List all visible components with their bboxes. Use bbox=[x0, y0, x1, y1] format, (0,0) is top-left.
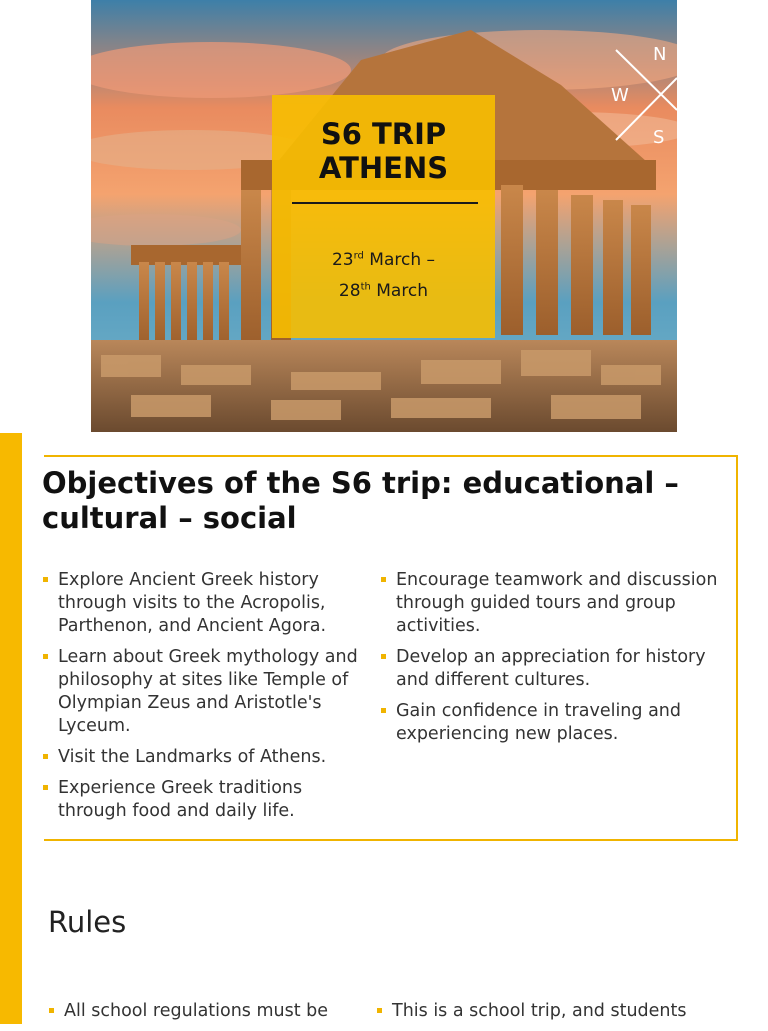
trip-dates bbox=[272, 245, 495, 307]
list-item-text: Learn about Greek mythology and philosophy at sites like Temple of Olympian Zeus and Aristotle's Lyceum. bbox=[58, 647, 358, 736]
list-item-text: This is a school trip, and students bbox=[392, 1001, 687, 1021]
accent-bar bbox=[0, 433, 22, 1024]
trip-title bbox=[272, 117, 495, 185]
bullet-icon bbox=[43, 785, 48, 790]
bullet-icon bbox=[381, 654, 386, 659]
date-start-suffix: rd bbox=[353, 250, 364, 262]
list-item bbox=[43, 746, 373, 769]
date-end-suffix: th bbox=[360, 281, 371, 293]
objectives-list-right bbox=[381, 569, 726, 754]
objectives-list-left bbox=[43, 569, 373, 831]
compass-north: N bbox=[653, 44, 667, 65]
list-item-text: Visit the Landmarks of Athens. bbox=[58, 747, 327, 767]
bullet-icon bbox=[43, 577, 48, 582]
compass-south: S bbox=[653, 127, 665, 148]
title-card bbox=[272, 95, 495, 338]
date-end bbox=[272, 276, 495, 307]
rules-list-right bbox=[377, 1000, 737, 1031]
list-item-text: Develop an appreciation for history and different cultures. bbox=[396, 647, 706, 690]
list-item bbox=[377, 1000, 737, 1023]
list-item bbox=[43, 777, 373, 823]
title-divider bbox=[292, 202, 478, 204]
bullet-icon bbox=[377, 1008, 382, 1013]
bullet-icon bbox=[381, 577, 386, 582]
objectives-heading: Objectives of the S6 trip: educational – cultural – social bbox=[42, 466, 679, 535]
date-start-day: 23 bbox=[331, 250, 354, 270]
bullet-icon bbox=[381, 708, 386, 713]
list-item bbox=[43, 646, 373, 738]
date-start bbox=[272, 245, 495, 276]
list-item-text: Gain confidence in traveling and experiencing new places. bbox=[396, 701, 681, 744]
date-end-month: March bbox=[370, 281, 429, 301]
bullet-icon bbox=[49, 1008, 54, 1013]
list-item-text: Explore Ancient Greek history through visits to the Acropolis, Parthenon, and Ancient Agora. bbox=[58, 570, 327, 636]
date-start-month: March – bbox=[363, 250, 436, 270]
rules-heading: Rules bbox=[48, 905, 127, 939]
list-item bbox=[49, 1000, 369, 1023]
trip-title-line2: ATHENS bbox=[318, 151, 449, 185]
date-end-day: 28 bbox=[338, 281, 361, 301]
list-item bbox=[381, 646, 726, 692]
trip-title-line1: S6 TRIP bbox=[320, 117, 447, 151]
bullet-icon bbox=[43, 654, 48, 659]
rules-list-left bbox=[49, 1000, 369, 1031]
compass-west: W bbox=[611, 85, 629, 106]
bullet-icon bbox=[43, 754, 48, 759]
list-item bbox=[43, 569, 373, 638]
list-item-text: All school regulations must be bbox=[64, 1001, 329, 1021]
list-item-text: Experience Greek traditions through food and daily life. bbox=[58, 778, 303, 821]
list-item bbox=[381, 700, 726, 746]
list-item bbox=[381, 569, 726, 638]
list-item-text: Encourage teamwork and discussion through guided tours and group activities. bbox=[396, 570, 718, 636]
